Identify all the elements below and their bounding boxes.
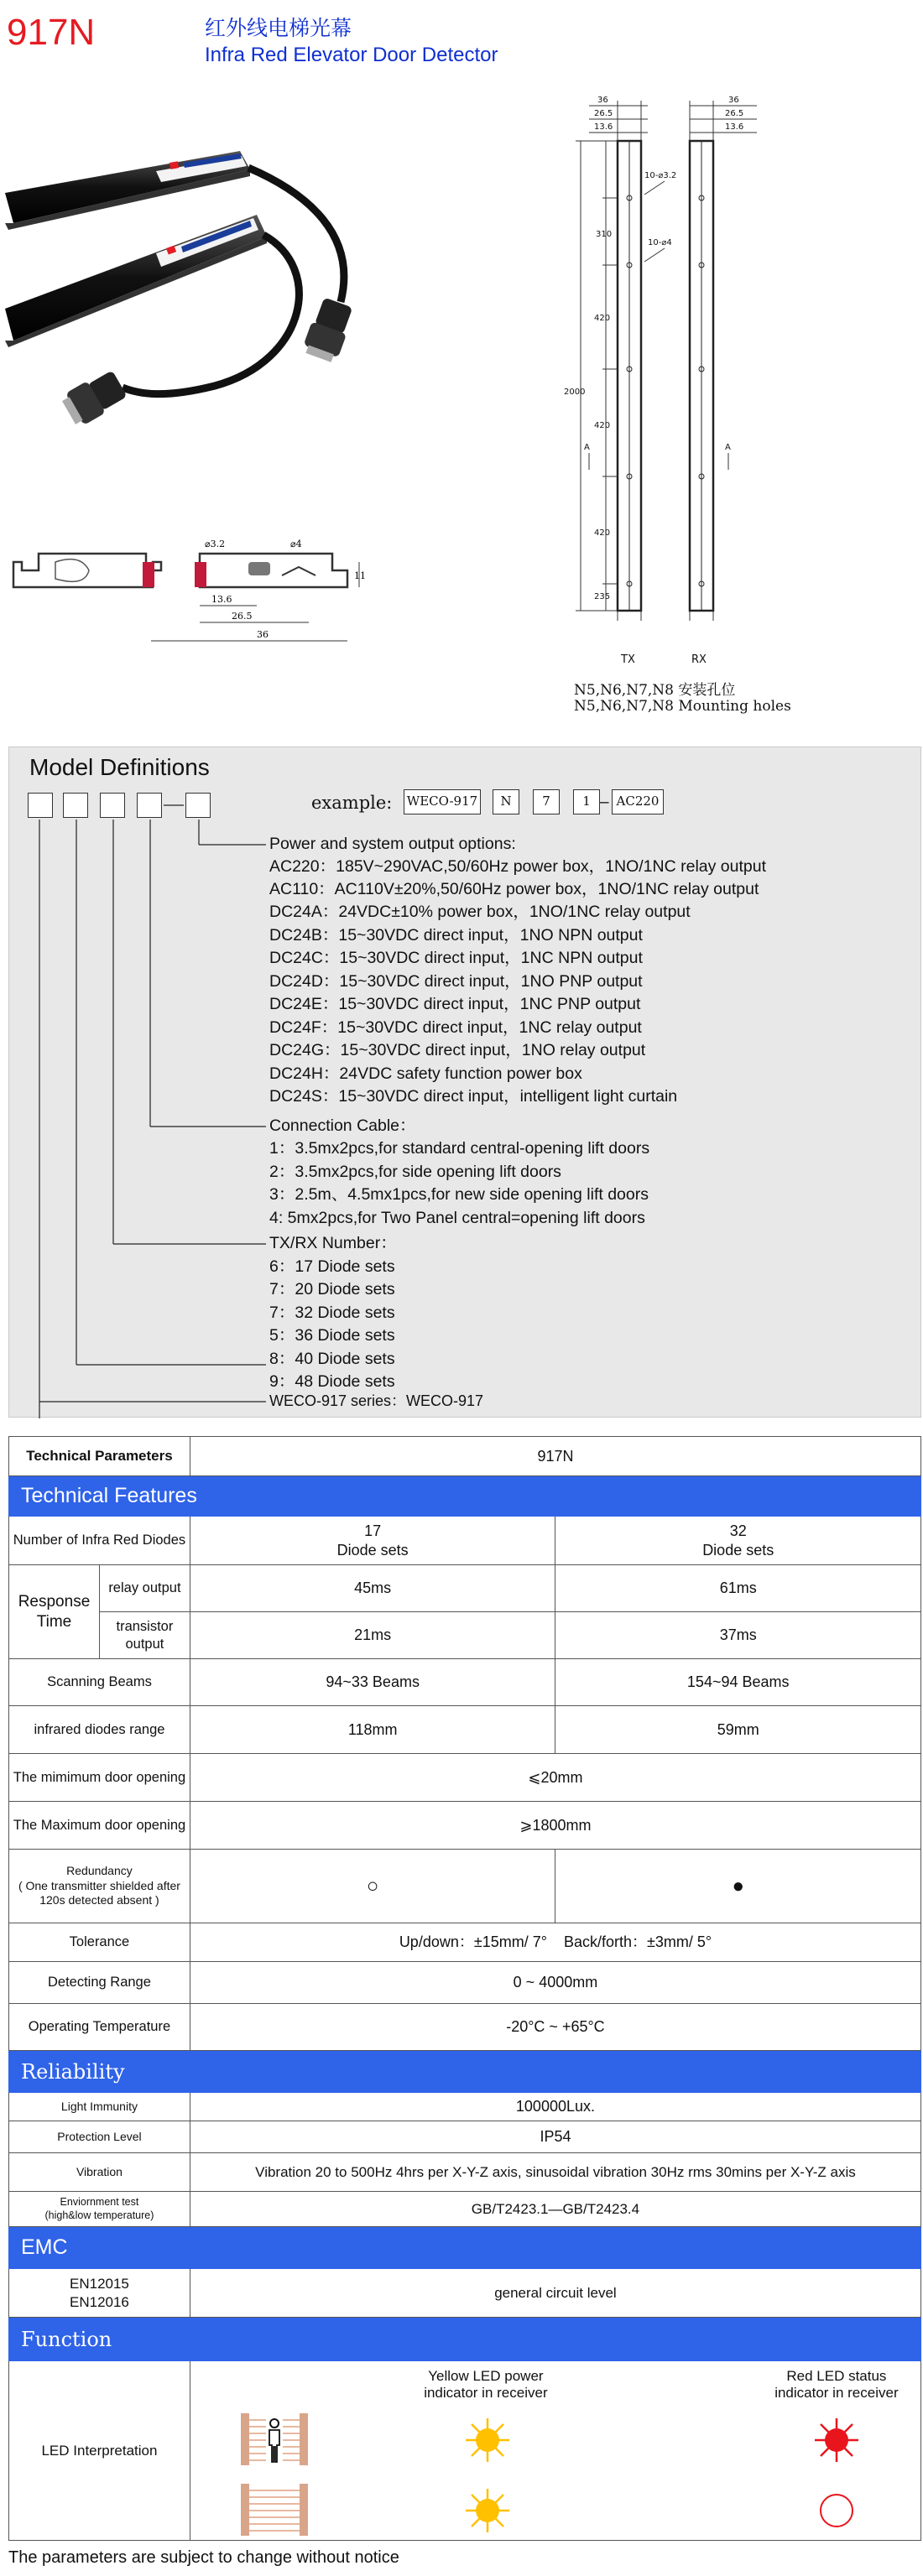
tp-value: 917N [190,1437,920,1476]
led-yellow-caption: Yellow LED power indicator in receiver [424,2368,548,2402]
curtain-blocked-icon [241,2413,308,2465]
txrx-6: 6：17 Diode sets [269,1257,395,1276]
total-length: 2000 [564,388,586,397]
dim-hole-a-label: ⌀3.2 [205,539,226,549]
led-cell [190,2361,920,2541]
led-label: LED Interpretation [9,2361,190,2541]
max-opening-value: ⩾1800mm [190,1802,920,1850]
function-band: Function [9,2318,921,2361]
cable-2: 2：3.5mx2pcs,for side opening lift doors [269,1163,561,1181]
rx-label: RX [691,653,707,666]
txrx-9: 9：48 Diode sets [269,1372,395,1391]
dim-rx-13-6: 13.6 [725,122,744,132]
emc-band: EMC [9,2227,921,2269]
power-ac110: AC110：AC110V±20%,50/60Hz power box，1NO/1NC relay output [269,880,759,898]
series-line: WECO-917 series：WECO-917 [269,1392,484,1409]
tx-label: TX [621,653,635,666]
cable-3: 3：2.5m、4.5mx1pcs,for new side opening lift doors [269,1185,649,1204]
power-dc24d: DC24D：15~30VDC direct input，1NO PNP output [269,972,643,991]
beams-b: 154~94 Beams [555,1659,921,1706]
trans-a: 21ms [190,1612,555,1659]
tolerance-value: Up/down：±15mm/ 7° Back/forth：±3mm/ 5° [190,1923,920,1962]
power-title: Power and system output options: [269,835,516,853]
red-led-off-icon [816,2490,857,2531]
section-mark-left: A [584,443,590,452]
power-ac220: AC220：185V~290VAC,50/60Hz power box，1NO/1NC relay output [269,857,767,876]
txrx-title: TX/RX Number： [269,1234,397,1252]
spacing-235: 235 [594,592,611,601]
power-dc24c: DC24C：15~30VDC direct input，1NC NPN output [269,949,643,967]
txrx-5: 5：36 Diode sets [269,1326,395,1345]
dim-tx-13-6: 13.6 [594,122,613,132]
dim-tx-26-5: 26.5 [594,109,613,118]
txrx-7a: 7：20 Diode sets [269,1280,395,1298]
power-dc24h: DC24H：24VDC safety function power box [269,1064,582,1083]
yellow-led-on-icon-2 [464,2487,511,2534]
diodes-a: 17 Diode sets [190,1517,555,1565]
hole-label-3-2: 10-⌀3.2 [644,171,677,180]
temperature-label: Operating Temperature [9,2004,190,2051]
led-red-caption: Red LED status indicator in receiver [774,2368,899,2402]
range-b: 59mm [555,1706,921,1754]
spacing-310: 310 [596,230,613,239]
relay-label: relay output [99,1565,190,1612]
spacing-420-c: 420 [594,528,611,538]
redundancy-a: ○ [190,1850,555,1923]
model-number: 917N [7,12,96,53]
relay-a: 45ms [190,1565,555,1612]
mounting-holes-en: N5,N6,N7,N8 Mounting holes [574,698,791,715]
vibration-value: Vibration 20 to 500Hz 4hrs per X-Y-Z axis, sinusoidal vibration 30Hz rms 30mins per X-Y-Z axis [190,2153,920,2192]
footer-note: The parameters are subject to change without notice [8,2548,399,2567]
reliability-band: Reliability [9,2051,921,2093]
txrx-8: 8：40 Diode sets [269,1350,395,1368]
diodes-label: Number of Infra Red Diodes [9,1517,190,1565]
example-7: 7 [533,789,560,814]
tp-label: Technical Parameters [9,1437,190,1476]
txrx-7b: 7：32 Diode sets [269,1304,395,1322]
redundancy-label: Redundancy ( One transmitter shielded after 120s detected absent ) [9,1850,190,1923]
yellow-led-on-icon [464,2417,511,2464]
response-label: Response Time [9,1565,100,1659]
product-title-cn: 红外线电梯光幕 [205,16,352,40]
product-photo [5,143,374,428]
example-weco: WECO-917 [404,789,481,814]
beams-a: 94~33 Beams [190,1659,555,1706]
power-dc24b: DC24B：15~30VDC direct input，1NO NPN output [269,926,643,945]
model-definitions-panel [8,747,921,1418]
cable-title: Connection Cable： [269,1116,416,1135]
example-dash: – [600,794,609,811]
diodes-b: 32 Diode sets [555,1517,921,1565]
spacing-420-b: 420 [594,421,611,430]
en-standards-label: EN12015 EN12016 [9,2269,190,2318]
cable-1: 1：3.5mx2pcs,for standard central-opening lift doors [269,1139,650,1158]
light-immunity-value: 100000Lux. [190,2093,920,2121]
profile-cross-section [5,528,374,663]
cable-4: 4: 5mx2pcs,for Two Panel central=opening lift doors [269,1209,645,1227]
example-ac220: AC220 [612,789,664,814]
env-test-label: Enviornment test (high&low temperature) [9,2192,190,2227]
example-1: 1 [573,789,600,814]
trans-label: transistor output [99,1612,190,1659]
power-dc24s: DC24S：15~30VDC direct input，intelligent light curtain [269,1087,678,1106]
detecting-range-label: Detecting Range [9,1962,190,2004]
example-n: N [493,789,519,814]
env-test-value: GB/T2423.1—GB/T2423.4 [190,2192,920,2227]
technical-table [8,1436,921,2541]
dim-26-5-label: 26.5 [232,611,253,622]
power-dc24g: DC24G：15~30VDC direct input，1NO relay output [269,1041,646,1059]
product-title-en: Infra Red Elevator Door Detector [205,44,498,66]
example-label: example: [311,793,393,813]
dim-height-label: 11 [354,570,366,581]
protection-label: Protection Level [9,2121,190,2153]
model-definitions-title: Model Definitions [29,754,210,780]
trans-b: 37ms [555,1612,921,1659]
technical-drawing [564,84,774,671]
tolerance-label: Tolerance [9,1923,190,1962]
hole-label-4: 10-⌀4 [648,238,672,247]
beams-label: Scanning Beams [9,1659,190,1706]
power-dc24f: DC24F：15~30VDC direct input，1NC relay output [269,1018,642,1037]
dim-hole-b-label: ⌀4 [290,539,302,549]
technical-features-band: Technical Features [9,1476,921,1517]
relay-b: 61ms [555,1565,921,1612]
spacing-420-a: 420 [594,314,611,323]
min-opening-value: ⩽20mm [190,1754,920,1802]
range-label: infrared diodes range [9,1706,190,1754]
light-immunity-label: Light Immunity [9,2093,190,2121]
curtain-clear-icon [241,2484,308,2536]
min-opening-label: The mimimum door opening [9,1754,190,1802]
mounting-holes-cn: N5,N6,N7,N8 安装孔位 [574,682,736,699]
detecting-range-value: 0 ~ 4000mm [190,1962,920,2004]
power-dc24a: DC24A：24VDC±10% power box，1NO/1NC relay output [269,903,691,921]
range-a: 118mm [190,1706,555,1754]
temperature-value: -20°C ~ +65°C [190,2004,920,2051]
redundancy-b: ● [555,1850,921,1923]
en-standards-value: general circuit level [190,2269,920,2318]
red-led-on-icon [813,2417,860,2464]
vibration-label: Vibration [9,2153,190,2192]
protection-value: IP54 [190,2121,920,2153]
dim-13-6-label: 13.6 [211,594,232,605]
dim-36-label: 36 [257,629,269,640]
dim-tx-36: 36 [597,96,608,105]
section-mark-right: A [725,443,731,452]
max-opening-label: The Maximum door opening [9,1802,190,1850]
power-dc24e: DC24E：15~30VDC direct input，1NC PNP output [269,995,641,1013]
dim-rx-36: 36 [728,96,739,105]
dim-rx-26-5: 26.5 [725,109,744,118]
